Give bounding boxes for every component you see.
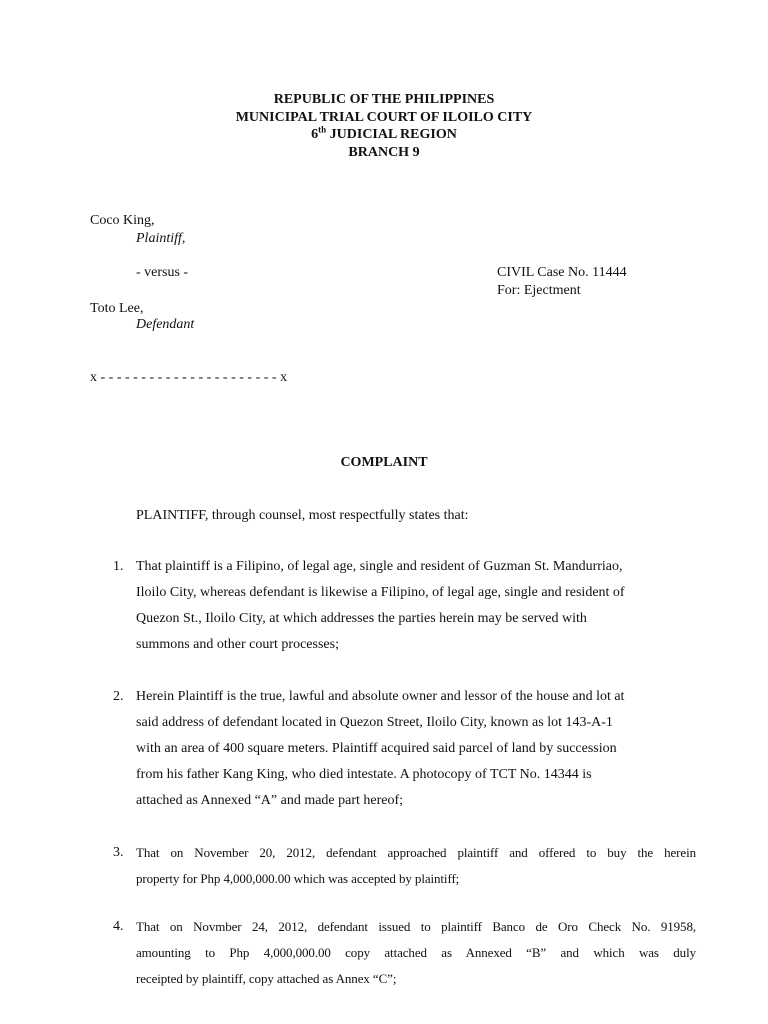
paragraph-line: Herein Plaintiff is the true, lawful and absolute owner and lessor of the house and lot at — [136, 689, 625, 704]
caption-separator: x - - - - - - - - - - - - - - - - - - - - - - x — [90, 370, 288, 385]
paragraph-line: That on November 20, 2012, defendant approached plaintiff and offered to buy the herein — [136, 845, 696, 860]
header-court: MUNICIPAL TRIAL COURT OF ILOILO CITY — [235, 109, 533, 125]
region-text: JUDICIAL REGION — [326, 127, 457, 142]
header-branch: BRANCH 9 — [348, 144, 420, 160]
paragraph-2 — [136, 684, 696, 814]
intro-statement: PLAINTIFF, through counsel, most respectfully states that: — [136, 508, 469, 523]
paragraph-1-number: 1. — [113, 559, 124, 574]
defendant-role: Defendant — [136, 317, 195, 332]
region-number: 6 — [311, 127, 319, 142]
paragraph-line: with an area of 400 square meters. Plaintiff acquired said parcel of land by succession — [136, 741, 617, 756]
paragraph-line: summons and other court processes; — [136, 637, 339, 652]
paragraph-1 — [136, 554, 696, 658]
paragraph-line: property for Php 4,000,000.00 which was accepted by plaintiff; — [136, 871, 460, 886]
header-republic: REPUBLIC OF THE PHILIPPINES — [273, 92, 495, 107]
paragraph-line: receipted by plaintiff, copy attached as Annex “C”; — [136, 971, 397, 986]
court-header — [0, 91, 768, 161]
paragraph-line: said address of defendant located in Quezon Street, Iloilo City, known as lot 143-A-1 — [136, 715, 613, 730]
paragraph-line: That on Novmber 24, 2012, defendant issued to plaintiff Banco de Oro Check No. 91958, — [136, 919, 696, 934]
defendant-name: Toto Lee, — [90, 301, 144, 316]
document-title: COMPLAINT — [340, 455, 428, 470]
paragraph-4 — [136, 914, 696, 992]
case-nature: For: Ejectment — [497, 283, 581, 298]
paragraph-3-number: 3. — [113, 845, 124, 860]
paragraph-4-number: 4. — [113, 919, 124, 934]
paragraph-2-number: 2. — [113, 689, 124, 704]
paragraph-line: attached as Annexed “A” and made part hereof; — [136, 793, 404, 808]
paragraph-line: Iloilo City, whereas defendant is likewise a Filipino, of legal age, single and resident of — [136, 585, 625, 600]
paragraph-line: That plaintiff is a Filipino, of legal age, single and resident of Guzman St. Mandurriao, — [136, 559, 623, 574]
versus-label — [136, 264, 188, 281]
plaintiff-role: Plaintiff, — [136, 231, 186, 246]
paragraph-3 — [136, 840, 696, 892]
versus-text: - versus - — [136, 265, 189, 280]
plaintiff-name: Coco King, — [90, 213, 155, 228]
header-region — [0, 126, 768, 144]
paragraph-line: amounting to Php 4,000,000.00 copy attached as Annexed “B” and which was duly — [136, 945, 696, 960]
region-ordinal: th — [318, 124, 327, 135]
paragraph-line: Quezon St., Iloilo City, at which addresses the parties herein may be served with — [136, 611, 587, 626]
case-number: CIVIL Case No. 11444 — [497, 265, 627, 280]
paragraph-line: from his father Kang King, who died intestate. A photocopy of TCT No. 14344 is — [136, 767, 592, 782]
